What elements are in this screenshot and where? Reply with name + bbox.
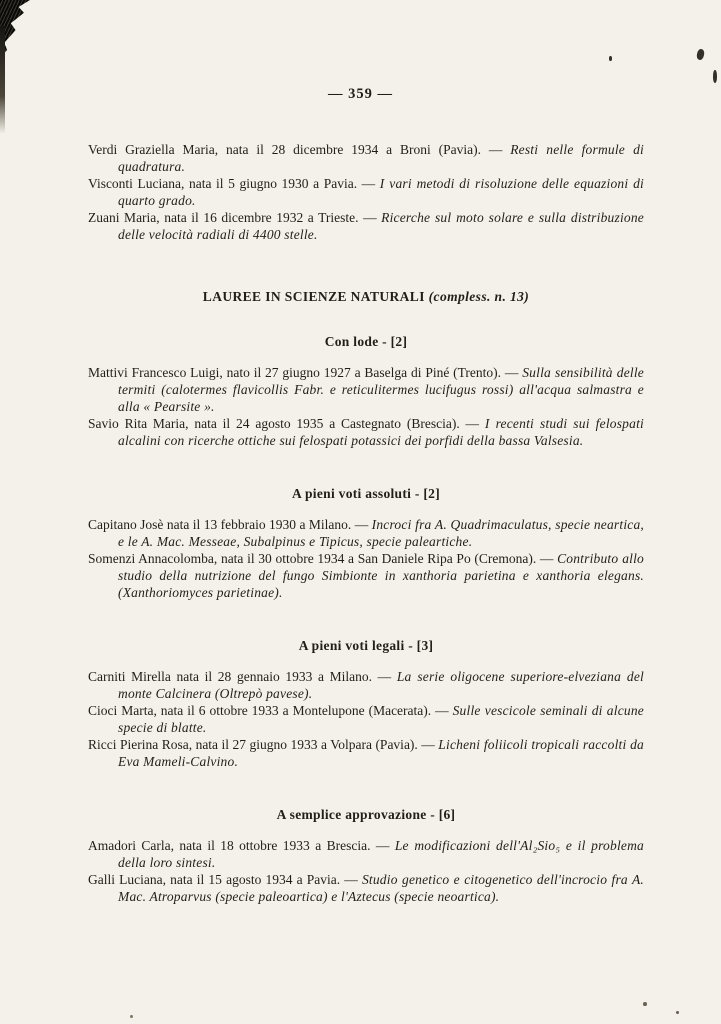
group-label-con-lode: Con lode - [2] xyxy=(324,334,408,349)
scan-artifact xyxy=(643,1002,647,1006)
graduate-entry xyxy=(88,516,644,550)
thesis-title: Licheni foliicoli tropicali raccolti da Eva Mameli-Calvino. xyxy=(118,737,645,769)
graduate-entry xyxy=(88,415,644,449)
graduate-info: Galli Luciana, nata il 15 agosto 1934 a Pavia. — xyxy=(88,872,362,887)
thesis-title: Ricerche sul moto solare e sulla distribuzione delle velocità radiali di 4400 stelle. xyxy=(118,210,644,242)
graduate-info: Zuani Maria, nata il 16 dicembre 1932 a Trieste. — xyxy=(88,210,382,225)
graduate-entry xyxy=(88,209,644,243)
thesis-title: Incroci fra A. Quadrimaculatus, specie neartica, e le A. Mac. Messeae, Subalpinus e Tipicus, specie paleartiche. xyxy=(118,517,644,549)
graduate-entry xyxy=(88,550,644,601)
thesis-title: Sulle vescicole seminali di alcune specie di blatte. xyxy=(118,703,644,735)
page-number: — 359 — xyxy=(328,86,393,102)
thesis-title: Sulla sensibilità delle termiti (calotermes flavicollis Fabr. e reticulitermes lucifugus rossi) all'acqua salmastra e alla « Pearsite ». xyxy=(118,365,644,414)
scan-artifact xyxy=(713,70,717,83)
graduate-info: Visconti Luciana, nata il 5 giugno 1930 a Pavia. — xyxy=(88,176,380,191)
graduate-info: Verdi Graziella Maria, nata il 28 dicembre 1934 a Broni (Pavia). — xyxy=(88,142,511,157)
scan-artifact xyxy=(0,0,30,58)
graduate-entry xyxy=(88,871,644,905)
graduate-entry xyxy=(88,668,644,702)
scan-artifact xyxy=(130,1015,133,1018)
section-heading-main: LAUREE IN SCIENZE NATURALI xyxy=(202,289,425,304)
section-heading xyxy=(88,288,644,305)
graduate-info: Somenzi Annacolomba, nata il 30 ottobre 1934 a San Daniele Ripa Po (Cremona). — xyxy=(88,551,558,566)
section-heading-note: (compless. n. 13) xyxy=(428,289,530,304)
graduate-entry xyxy=(88,837,644,871)
graduate-info: Carniti Mirella nata il 28 gennaio 1933 a Milano. — xyxy=(88,669,397,684)
scan-artifact xyxy=(0,26,5,134)
graduate-info: Ricci Pierina Rosa, nata il 27 giugno 1933 a Volpara (Pavia). — xyxy=(88,737,439,752)
graduate-info: Mattivi Francesco Luigi, nato il 27 giugno 1927 a Baselga di Piné (Trento). — xyxy=(88,365,523,380)
graduate-info: Savio Rita Maria, nata il 24 agosto 1935 a Castegnato (Brescia). — xyxy=(88,416,485,431)
thesis-title: I recenti studi sui felospati alcalini con ricerche ottiche sui felospati potassici dei porfidi della bassa Valsesia. xyxy=(118,416,644,448)
thesis-title: Studio genetico e citogenetico dell'incrocio fra A. Mac. Atroparvus (specie paleoartica) e l'Aztecus (specie neoartica). xyxy=(118,872,644,904)
scan-artifact xyxy=(609,56,612,61)
graduate-entry xyxy=(88,141,644,175)
thesis-title: Le modificazioni dell'Al₂Sio₅ e il problema della loro sintesi. xyxy=(118,838,645,870)
group-label-pieni-voti-legali: A pieni voti legali - [3] xyxy=(298,638,434,653)
scan-artifact xyxy=(676,1011,679,1014)
thesis-title: La serie oligocene superiore-elveziana del monte Calcinera (Oltrepò pavese). xyxy=(118,669,644,701)
group-label-semplice-approvazione: A semplice approvazione - [6] xyxy=(276,807,456,822)
graduate-entry xyxy=(88,702,644,736)
graduate-entry xyxy=(88,175,644,209)
scan-artifact xyxy=(696,48,705,60)
thesis-title: Resti nelle formule di quadratura. xyxy=(118,142,644,174)
group-label-pieni-voti-assoluti: A pieni voti assoluti - [2] xyxy=(292,486,440,501)
page-content xyxy=(88,141,644,905)
graduate-info: Cioci Marta, nata il 6 ottobre 1933 a Montelupone (Macerata). — xyxy=(88,703,453,718)
thesis-title: Contributo allo studio della nutrizione del fungo Simbionte in xanthoria parietina e xanthoria elegans. (Xanthoriomyces parietinae). xyxy=(118,551,644,600)
graduate-entry xyxy=(88,364,644,415)
thesis-title: I vari metodi di risoluzione delle equazioni di quarto grado. xyxy=(118,176,645,208)
graduate-info: Capitano Josè nata il 13 febbraio 1930 a Milano. — xyxy=(88,517,372,532)
graduate-info: Amadori Carla, nata il 18 ottobre 1933 a Brescia. — xyxy=(88,838,395,853)
graduate-entry xyxy=(88,736,644,770)
